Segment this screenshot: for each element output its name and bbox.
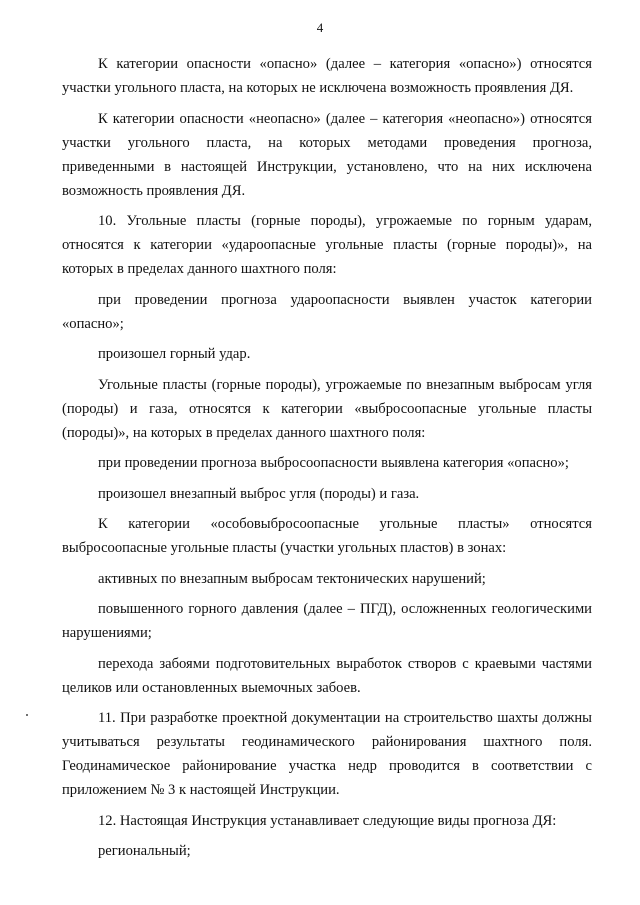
paragraph-regional: региональный; [98,843,191,859]
paragraph-rockburst-occurred: произошел горный удар. [98,346,251,362]
paragraph-tectonic-zones: активных по внезапным выбросам тектонических нарушений; [98,570,486,587]
paragraph-rockburst-forecast: при проведении прогноза удароопасности выявлен участок категории «опасно»; [62,291,592,332]
paragraph-outburst-forecast: при проведении прогноза выбросоопасности выявлена категория «опасно»; [98,455,569,471]
paragraph-outburst-occurred: произошел внезапный выброс угля (породы) и газа. [98,485,420,502]
paragraph-especially-outburst-seams: К категории «особовыбросоопасные угольные пласты» относятся выбросоопасные угольные пласты (участки угольных пластов) в зонах: [62,516,592,556]
paragraph-category-dangerous: К категории опасности «опасно» (далее – категория «опасно») относятся участки угольного пласта, на которых не исключена возможность проявления ДЯ. [62,56,592,96]
paragraph-high-pressure-zones: повышенного горного давления (далее – ПГД), осложненных геологическими нарушениями; [62,601,592,641]
page-number: 4 [316,20,324,35]
paragraph-12-forecast-types: 12. Настоящая Инструкция устанавливает следующие виды прогноза ДЯ: [98,812,557,829]
paragraph-10-rockburst-seams: 10. Угольные пласты (горные породы), угрожаемые по горным ударам, относятся к категории «удароопасные угольные пласты (горные породы)», на которых в пределах данного шахтного поля: [62,213,592,277]
document-body [62,52,592,870]
paragraph-outburst-seams: Угольные пласты (горные породы), угрожаемые по внезапным выбросам угля (породы) и газа, относятся к категории «выбросоопасные угольные пласты (породы)», на которых в пределах данного шахтного поля: [62,376,592,441]
paragraph-pillar-transition: перехода забоями подготовительных выработок створов с краевыми частями целиков или остановленных выемочных забоев. [62,655,592,696]
paragraph-11-geodynamic-zoning: 11. При разработке проектной документации на строительство шахты должны учитываться результаты геодинамического районирования шахтного поля. Геодинамическое районирование участка недр проводится в соответствии с приложением № 3 к настоящей Инструкции. [62,710,592,798]
scan-mark [26,714,28,716]
paragraph-category-safe: К категории опасности «неопасно» (далее – категория «неопасно») относятся участки угольного пласта, на которых методами проведения прогноза, приведенными в настоящей Инструкции, установлено, что на них исключена возможность проявления ДЯ. [62,110,592,199]
